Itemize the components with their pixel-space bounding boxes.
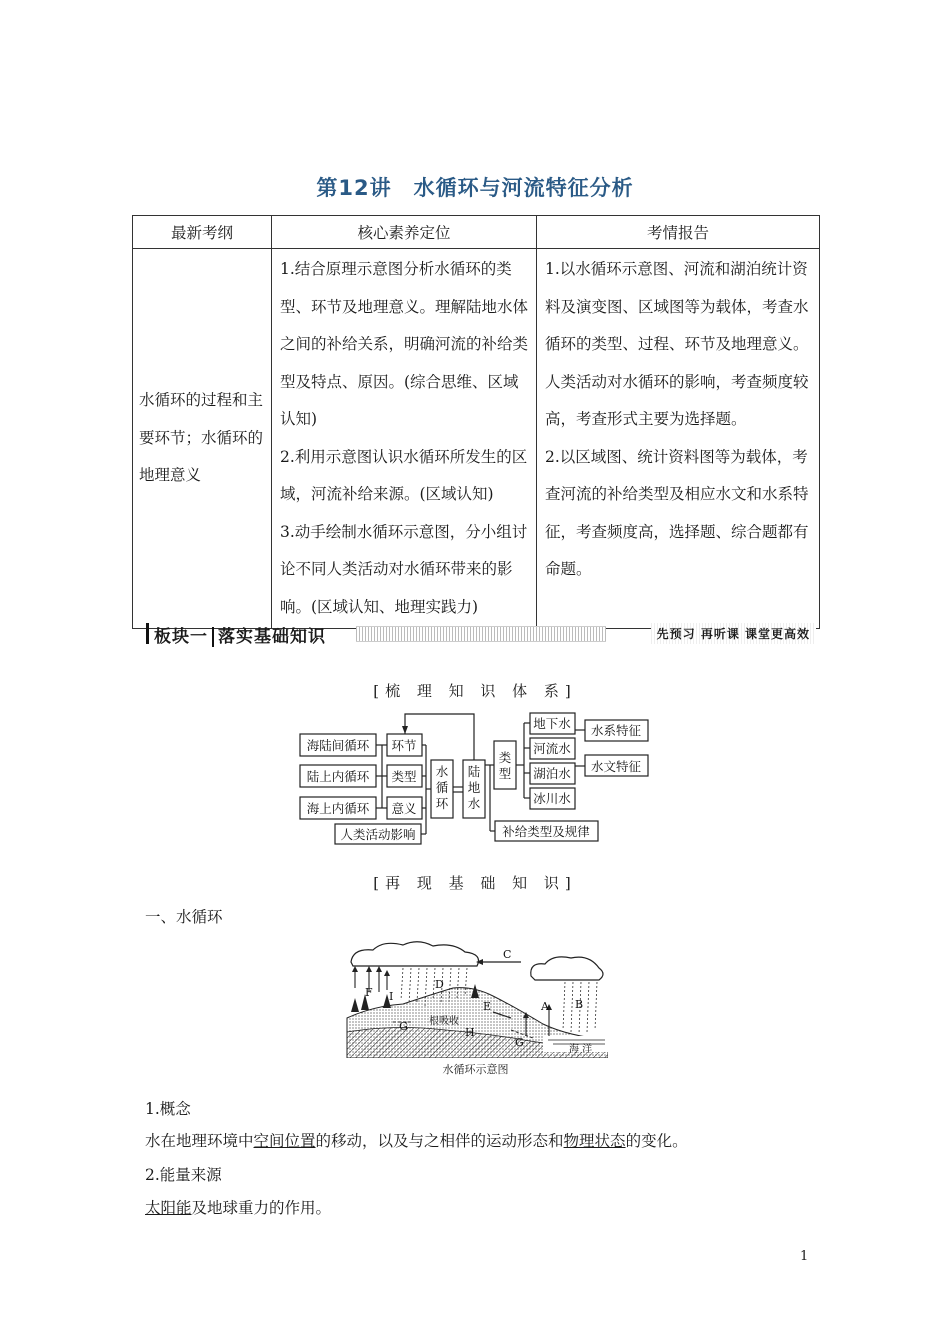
- knowledge-tree-diagram: [298, 710, 658, 854]
- letter-a: A: [541, 1000, 549, 1013]
- label-system-features: 水系特征: [590, 723, 642, 738]
- page-number: 1: [800, 1249, 809, 1264]
- letter-g-left: G: [399, 1020, 408, 1033]
- illustration-caption: 水循环示意图: [442, 1063, 509, 1076]
- literacy-item: 1.结合原理示意图分析水循环的类型、环节及地理意义。理解陆地水体之间的补给关系，明确河流的补给类型及特点、原因。(综合思维、区域认知): [280, 260, 529, 428]
- label-supply: 补给类型及规律: [502, 824, 590, 839]
- label-land-water-2: 地: [467, 780, 481, 795]
- label-types-2: 型: [498, 766, 512, 781]
- label-hydro-features: 水文特征: [590, 759, 642, 774]
- concept-text-post: 的变化。: [625, 1132, 688, 1150]
- report-item: 1.以水循环示意图、河流和湖泊统计资料及演变图、区域图等为载体，考查水循环的类型、过程、环节及地理意义。人类活动对水循环的影响，考查频度较高，考查形式主要为选择题。: [545, 260, 809, 428]
- letter-g-right: G: [515, 1036, 524, 1049]
- banner-slogan: 先预习 再听课 课堂更高效: [651, 623, 816, 644]
- table-cell-literacy: [272, 249, 537, 629]
- label-types-1: 类: [498, 750, 512, 765]
- table-header: 考情报告: [537, 216, 820, 249]
- label-river-water: 河流水: [533, 741, 571, 756]
- label-aspect-meaning: 意义: [391, 801, 417, 816]
- energy-paragraph: [145, 1196, 331, 1218]
- label-water-cycle-1: 水: [435, 764, 449, 779]
- letter-i: I: [389, 990, 394, 1003]
- table-cell-report: [537, 249, 820, 629]
- concept-paragraph: [145, 1129, 688, 1151]
- label-land-water-1: 陆: [467, 764, 481, 779]
- label-cycle-land: 陆上内循环: [306, 769, 370, 784]
- concept-heading: 1.概念: [145, 1100, 191, 1118]
- label-human-impact: 人类活动影响: [340, 827, 416, 842]
- table-cell-outline: 水循环的过程和主要环节；水循环的地理意义: [133, 249, 272, 629]
- label-water-cycle-3: 环: [435, 796, 449, 811]
- concept-text-pre: 水在地理环境中: [145, 1132, 254, 1150]
- literacy-item: 3.动手绘制水循环示意图，分小组讨论不同人类活动对水循环带来的影响。(区域认知、地理实践力): [280, 522, 528, 616]
- table-row: [133, 249, 820, 629]
- banner-title-part2: 落实基础知识: [218, 627, 326, 647]
- banner-hatch: [356, 626, 606, 642]
- label-lake-water: 湖泊水: [533, 766, 571, 781]
- sea-label: 海 洋: [569, 1044, 593, 1055]
- page-title: 第12讲 水循环与河流特征分析: [316, 176, 634, 200]
- heading-water-cycle: 一、水循环: [145, 908, 223, 926]
- concept-underline-space: 空间位置: [253, 1132, 316, 1150]
- label-land-water-3: 水: [467, 796, 481, 811]
- energy-underline-solar: 太阳能: [145, 1199, 192, 1217]
- table-header: 最新考纲: [133, 216, 272, 249]
- banner-title-part1: 板块一: [154, 627, 208, 647]
- label-aspect-types: 类型: [391, 769, 417, 784]
- label-cycle-sea-land: 海陆间循环: [306, 738, 370, 753]
- label-water-cycle-2: 循: [435, 780, 449, 795]
- table-header: 核心素养定位: [272, 216, 537, 249]
- box-types: [494, 741, 516, 789]
- report-item: 2.以区域图、统计资料图等为载体，考查河流的补给类型及相应水文和水系特征，考查频度高，选择题、综合题都有命题。: [545, 447, 809, 578]
- section-subtitle-basic-knowledge: [再 现 基 础 知 识]: [373, 874, 577, 892]
- literacy-item: 2.利用示意图认识水循环所发生的区域，河流补给来源。(区域认知): [280, 447, 528, 503]
- section-banner: [146, 620, 816, 646]
- label-cycle-sea: 海上内循环: [306, 801, 370, 816]
- table-header-row: [133, 216, 820, 249]
- concept-underline-state: 物理状态: [563, 1132, 626, 1150]
- label-glacier-water: 冰川水: [533, 791, 571, 806]
- letter-f: F: [365, 986, 373, 999]
- label-aspect-links: 环节: [391, 738, 417, 753]
- exam-outline-table: [132, 215, 820, 629]
- section-subtitle-knowledge-system: [梳 理 知 识 体 系]: [373, 682, 577, 700]
- letter-d: D: [435, 978, 444, 991]
- water-cycle-illustration: [343, 940, 608, 1062]
- letter-b: B: [575, 998, 584, 1011]
- letter-c: C: [503, 948, 512, 961]
- letter-e: E: [483, 1000, 492, 1013]
- energy-heading: 2.能量来源: [145, 1166, 222, 1184]
- energy-text-post: 及地球重力的作用。: [191, 1199, 332, 1217]
- letter-h: H: [465, 1026, 475, 1039]
- root-absorb-label: 根吸收: [429, 1016, 459, 1027]
- banner-title: [146, 622, 326, 647]
- concept-text-mid: 的移动，以及与之相伴的运动形态和: [315, 1132, 564, 1150]
- label-groundwater: 地下水: [533, 716, 571, 731]
